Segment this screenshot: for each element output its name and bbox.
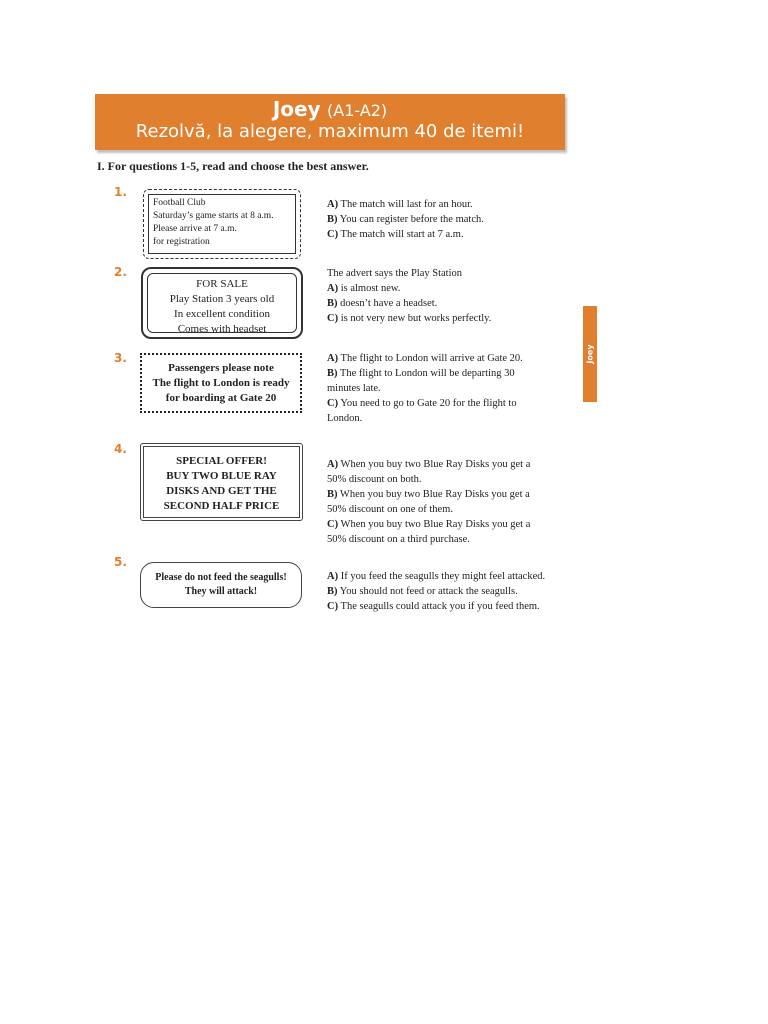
option-b[interactable]: B) You can register before the match. — [327, 214, 484, 225]
option-b[interactable]: B) When you buy two Blue Ray Disks you get a — [327, 489, 530, 500]
notice-line: SECOND HALF PRICE — [163, 500, 280, 512]
notice-line: Please arrive at 7 a.m. — [153, 224, 237, 234]
question-intro: The advert says the Play Station — [327, 268, 463, 279]
notice-line: SPECIAL OFFER! — [176, 455, 267, 467]
banner-subtitle: Rezolvă, la alegere, maximum 40 de itemi! — [135, 121, 525, 142]
option-a[interactable]: A) The match will last for an hour. — [327, 199, 473, 210]
option-b[interactable]: B) The flight to London will be departing 30 — [327, 368, 515, 379]
answer-options-1 — [327, 197, 567, 242]
option-c[interactable]: C) is not very new but works perfectly. — [327, 313, 492, 324]
notice-line: Saturday’s game starts at 8 a.m. — [153, 211, 274, 221]
option-c[interactable]: C) The match will start at 7 a.m. — [327, 229, 464, 240]
notice-line: Comes with headset — [177, 323, 267, 335]
option-b-cont: minutes late. — [327, 383, 381, 394]
side-tab — [583, 306, 597, 402]
notice-seagulls — [140, 562, 302, 608]
question-number: 2. — [114, 265, 127, 279]
notice-line: Play Station 3 years old — [169, 293, 275, 305]
question-number: 4. — [114, 442, 127, 456]
option-b[interactable]: B) doesn’t have a headset. — [327, 298, 438, 309]
notice-line: for registration — [153, 237, 210, 247]
option-c-cont: London. — [327, 413, 363, 424]
level-label: (A1-A2) — [327, 101, 388, 120]
option-c[interactable]: C) The seagulls could attack you if you feed them. — [327, 601, 540, 612]
notice-line: Passengers please note — [168, 362, 274, 374]
side-tab-label: Joey — [585, 344, 595, 364]
option-c[interactable]: C) When you buy two Blue Ray Disks you get a — [327, 519, 531, 530]
notice-for-sale — [141, 267, 303, 339]
notice-line: for boarding at Gate 20 — [165, 392, 277, 404]
option-c[interactable]: C) You need to go to Gate 20 for the flight to — [327, 398, 517, 409]
option-b-cont: 50% discount on one of them. — [327, 504, 453, 515]
answer-options-3 — [327, 351, 567, 426]
notice-line: The flight to London is ready — [152, 377, 290, 389]
answer-options-2 — [327, 266, 567, 326]
notice-line: In excellent condition — [174, 308, 270, 320]
notice-special-offer — [140, 443, 303, 521]
notice-line: Please do not feed the seagulls! — [155, 572, 287, 583]
notice-football-club — [143, 189, 301, 259]
option-b[interactable]: B) You should not feed or attack the seagulls. — [327, 586, 518, 597]
title-banner — [95, 94, 565, 150]
answer-options-5 — [327, 569, 567, 614]
option-a-cont: 50% discount on both. — [327, 474, 422, 485]
notice-line: DISKS AND GET THE — [166, 485, 277, 497]
option-a[interactable]: A) When you buy two Blue Ray Disks you get a — [327, 459, 531, 470]
notice-line: Football Club — [153, 198, 206, 208]
notice-line: BUY TWO BLUE RAY — [166, 470, 277, 482]
notice-line: They will attack! — [184, 586, 258, 597]
option-a[interactable]: A) The flight to London will arrive at Gate 20. — [327, 353, 523, 364]
answer-options-4 — [327, 457, 567, 547]
notice-passengers — [140, 353, 302, 413]
banner-title-line — [95, 98, 565, 122]
section-instruction: I. For questions 1-5, read and choose the best answer. — [97, 159, 369, 173]
question-number: 3. — [114, 351, 127, 365]
question-number: 1. — [114, 185, 127, 199]
page-title: Joey — [272, 97, 321, 121]
option-a[interactable]: A) If you feed the seagulls they might feel attacked. — [327, 571, 546, 582]
option-c-cont: 50% discount on a third purchase. — [327, 534, 470, 545]
question-number: 5. — [114, 555, 127, 569]
option-a[interactable]: A) is almost new. — [327, 283, 401, 294]
notice-line: FOR SALE — [196, 278, 248, 290]
